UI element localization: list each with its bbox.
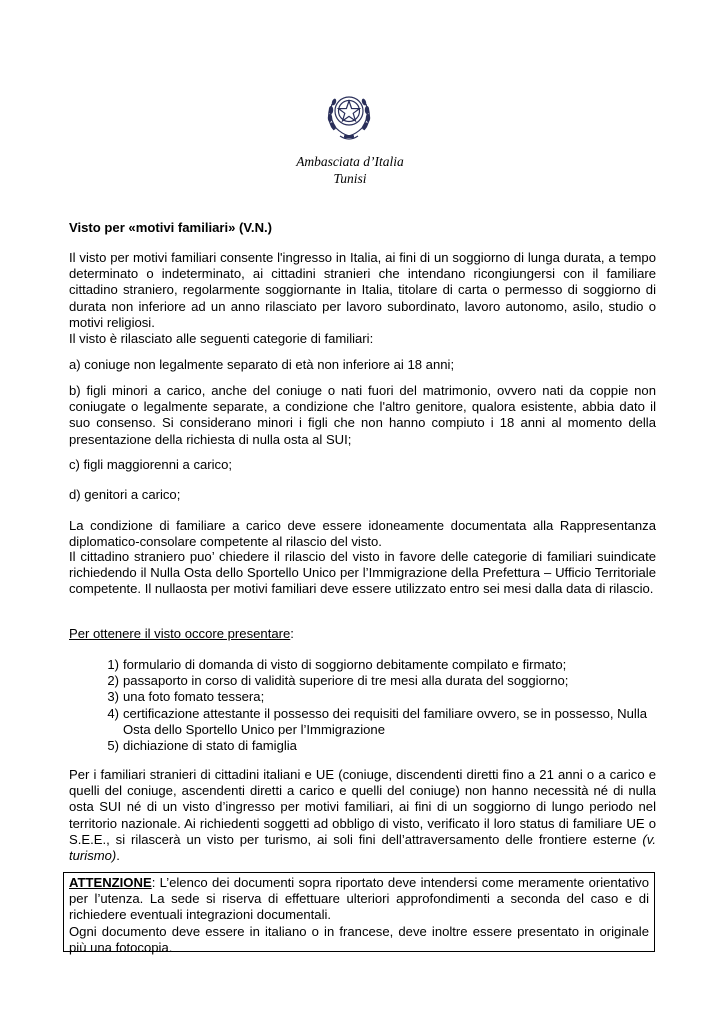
eu-family-end: . xyxy=(116,848,120,864)
eu-family-text: Per i familiari stranieri di cittadini italiani e UE (coniuge, discendenti diretti fino a 21 anni o a carico e quelli del coniuge, ascendenti diretti a carico e quelli del coniuge) non hanno necessità né di nulla osta SUI né di un visto d’ingresso per motivi familiari, ai fini di un soggiorno di lungo periodo nel territorio nazionale. Ai richiedenti soggetti ad obbligo di visto, verificato il loro status di familiare UE o S.E.E., si rilascerà un visto per turismo, ai soli fini dell’attraversamento delle frontiere esterne xyxy=(69,767,656,847)
list-item-number: 2) xyxy=(107,673,119,689)
nulla-osta-paragraph: Il cittadino straniero puo’ chiedere il rilascio del visto in favore delle categorie di familiari suindicate richiedendo il Nulla Osta dello Sportello Unico per l’Immigrazione della Prefettura – Ufficio Territoriale competente. Il nullaosta per motivi familiari deve essere utilizzato entro sei mesi dalla data di rilascio. xyxy=(69,549,656,597)
requirements-heading-underlined: Per ottenere il visto occore presentare xyxy=(69,626,291,641)
categories-intro: Il visto è rilasciato alle seguenti categorie di familiari: xyxy=(69,331,374,346)
notice-label: ATTENZIONE xyxy=(69,875,152,890)
category-b: b) figli minori a carico, anche del coniuge o nati fuori del matrimonio, ovvero nati da coppie non coniugate o legalmente separate, a condizione che l'altro genitore, qualora esistente, abbia dato il suo consenso. Si considerano minori i figli che non hanno compiuto i 18 anni al momento della presentazione della richiesta di nulla osta al SUI; xyxy=(69,383,656,447)
list-item-text: formulario di domanda di visto di soggiorno debitamente compilato e firmato; xyxy=(123,657,567,672)
category-c: c) figli maggiorenni a carico; xyxy=(69,457,233,472)
eu-family-italic: (v. turismo) xyxy=(69,831,656,864)
category-a: a) coniuge non legalmente separato di età non inferiore ai 18 anni; xyxy=(69,357,455,372)
embassy-name: Ambasciata d’Italia xyxy=(296,154,404,169)
list-item-text: una foto fomato tessera; xyxy=(123,689,265,705)
category-d: d) genitori a carico; xyxy=(69,487,181,502)
list-item-number: 1) xyxy=(107,657,119,672)
intro-paragraph: Il visto per motivi familiari consente l'ingresso in Italia, ai fini di un soggiorno di lunga durata, a tempo determinato o indeterminato, ai cittadini stranieri che intendano ricongiungersi con il familiare cittadino straniero, regolarmente soggiornante in Italia, titolare di carta o permesso di soggiorno di durata non inferiore ad un anno rilasciato per lavoro subordinato, lavoro autonomo, asilo, studio o motivi religiosi. xyxy=(69,250,656,330)
list-item-number: 3) xyxy=(107,689,119,705)
italian-republic-emblem-icon xyxy=(322,84,376,144)
list-item-text: passaporto in corso di validità superiore di tre mesi alla durata del soggiorno; xyxy=(123,673,569,689)
dependent-condition-paragraph: La condizione di familiare a carico deve essere idoneamente documentata alla Rappresentanza diplomatico-consolare competente al rilascio del visto. xyxy=(69,518,656,550)
list-item-text: dichiazione di stato di famiglia xyxy=(123,738,297,754)
notice-text: : L’elenco dei documenti sopra riportato deve intendersi come meramente orientativo per l’utenza. La sede si riserva di effettuare ulteriori approfondimenti a seconda del caso e di richiedere eventuali integrazioni documentali. xyxy=(69,875,649,923)
requirements-heading-colon: : xyxy=(290,626,294,641)
eu-family-paragraph xyxy=(69,767,656,864)
requirements-list xyxy=(89,657,659,754)
list-item-number: 4) xyxy=(107,705,119,721)
list-item xyxy=(89,673,659,689)
list-item xyxy=(89,657,659,673)
list-item xyxy=(89,706,659,738)
list-item xyxy=(89,738,659,754)
list-item-text: certificazione attestante il possesso dei requisiti del familiare ovvero, se in possesso, Nulla Osta dello Sportello Unico per l’Immigrazione xyxy=(123,705,648,737)
notice-second-paragraph: Ogni documento deve essere in italiano o in francese, deve inoltre essere presentato in originale più una fotocopia. xyxy=(69,923,649,955)
notice-box xyxy=(63,872,655,955)
notice-first-paragraph xyxy=(69,875,649,924)
embassy-city: Tunisi xyxy=(333,171,367,186)
list-item-number: 5) xyxy=(107,738,119,754)
list-item xyxy=(89,689,659,705)
document-title: Visto per «motivi familiari» (V.N.) xyxy=(69,220,273,235)
requirements-heading xyxy=(69,626,656,642)
